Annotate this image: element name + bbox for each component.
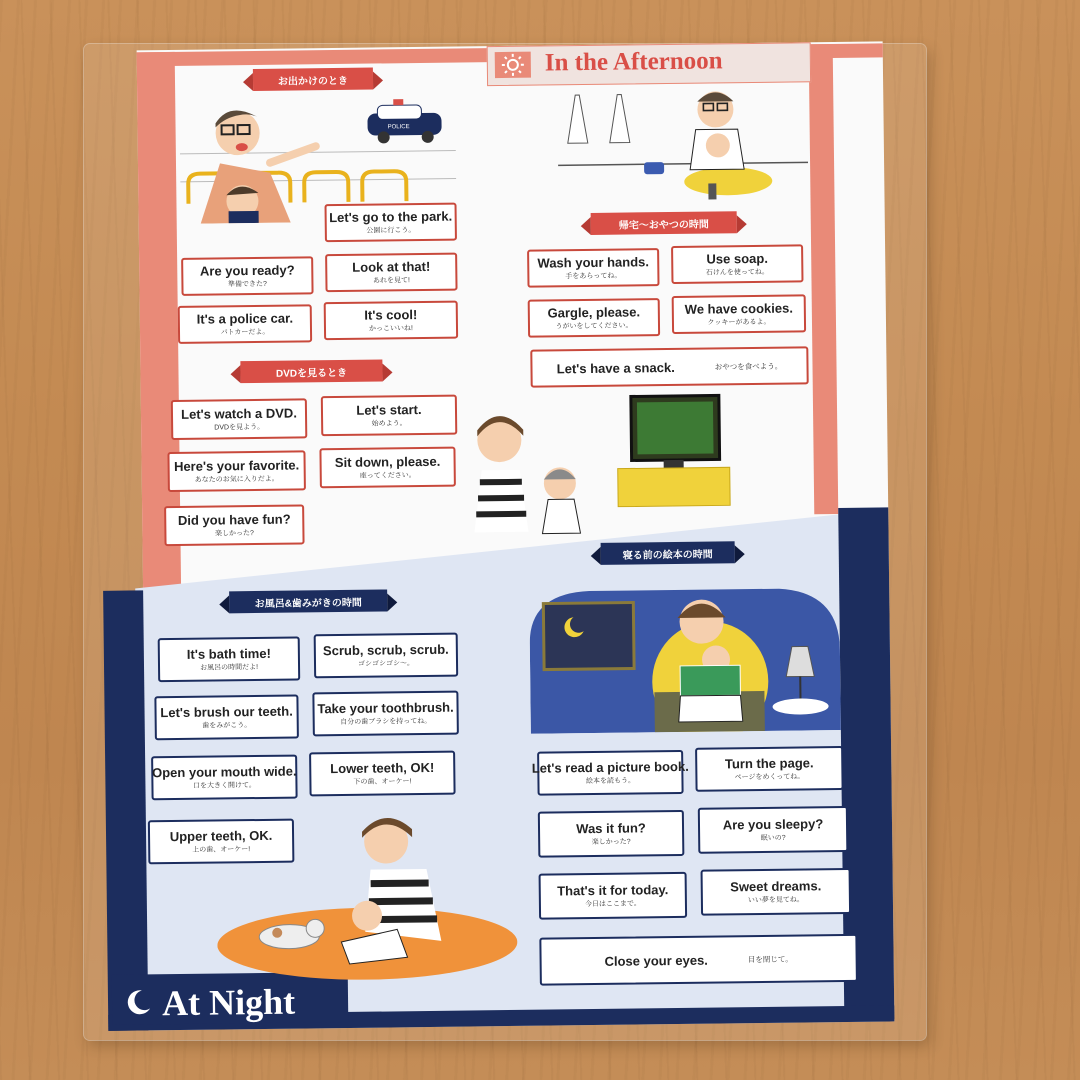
phrase-card [314, 633, 459, 679]
phrase-card [671, 244, 803, 284]
phrase-ja: いい夢を見てね。 [747, 896, 804, 905]
phrase-en: Are you sleepy? [722, 816, 824, 833]
phrase-card [309, 751, 456, 797]
phrase-en: Sweet dreams. [730, 878, 822, 895]
phrase-ja: パトカーだよ。 [220, 328, 270, 337]
phrase-card [164, 504, 304, 546]
phrase-ja: 歯をみがこう。 [202, 722, 252, 730]
phrase-en: Use soap. [706, 250, 769, 267]
phrase-en: Let's go to the park. [329, 208, 453, 226]
phrase-ja: ゴシゴシゴシ〜。 [357, 660, 415, 668]
phrase-ja: おやつを食べよう。 [714, 361, 783, 371]
phrase-en: Look at that! [352, 258, 431, 275]
phrase-ja: かっこいいね! [368, 325, 414, 333]
phrase-en: Lower teeth, OK! [330, 759, 435, 777]
phrase-card [167, 450, 305, 492]
tv-illustration [463, 391, 735, 540]
phrase-ja: 今日はここまで。 [584, 900, 641, 909]
phrase-en: Turn the page. [724, 755, 814, 772]
phrase-ja: ページをめくってね。 [734, 773, 805, 782]
phrase-en: It's bath time! [186, 645, 271, 662]
phrase-card [672, 294, 806, 334]
phrase-en: Was it fun? [576, 820, 646, 837]
ribbon-bath: お風呂&歯みがきの時間 [229, 589, 387, 613]
phrase-card [312, 691, 459, 737]
phrase-card [698, 806, 849, 854]
moon-icon [122, 986, 154, 1023]
phrase-card [321, 395, 457, 437]
phrase-en: Let's read a picture book. [531, 758, 689, 776]
police-car-icon [367, 99, 442, 144]
phrase-en: Scrub, scrub, scrub. [322, 641, 449, 659]
phrase-ja: 自分の歯ブラシを持ってね。 [340, 717, 432, 727]
reading-illustration [529, 580, 841, 734]
ribbon-snack: 帰宅〜おやつの時間 [591, 211, 737, 235]
phrase-ja: うがいをしてください。 [555, 322, 633, 331]
phrase-en: Here's your favorite. [173, 457, 300, 474]
phrase-ja: クッキーがあるよ。 [707, 318, 771, 327]
phrase-en: Are you ready? [199, 262, 295, 279]
phrase-en: Upper teeth, OK. [169, 827, 273, 845]
phrase-en: It's a police car. [196, 310, 294, 327]
phrase-en: Take your toothbrush. [317, 699, 454, 717]
phrase-ja: 楽しかった? [591, 838, 631, 847]
phrase-en: Let's have a snack. [556, 359, 675, 376]
phrase-card [531, 750, 689, 796]
phrase-en: It's cool! [364, 307, 418, 323]
phrase-card [178, 304, 312, 344]
phrase-en: Close your eyes. [604, 952, 708, 969]
phrase-card [171, 398, 307, 440]
phrase-ja: 始めよう。 [371, 420, 407, 428]
phrase-en: Let's watch a DVD. [181, 405, 297, 422]
phrase-en: Sit down, please. [334, 453, 441, 471]
phrase-card [324, 301, 458, 341]
phrase-en: Gargle, please. [547, 304, 641, 321]
father-figure-icon [199, 109, 316, 223]
child-figure-icon [226, 185, 258, 223]
phrase-ja: 絵本を読もう。 [585, 777, 636, 786]
phrase-en: Open your mouth wide. [151, 763, 297, 781]
phrase-ja: 手をあらってね。 [565, 272, 622, 281]
phrase-en: Did you have fun? [177, 511, 291, 528]
ribbon-outing: お出かけのとき [253, 68, 373, 91]
phrase-ja: 下の歯、オーケー! [353, 778, 412, 786]
phrase-card [151, 755, 298, 801]
phrase-card [701, 868, 852, 916]
phrase-ja: 楽しかった? [214, 530, 254, 538]
phrase-card [527, 248, 659, 288]
afternoon-title: In the Afternoon [544, 47, 723, 77]
phrase-en: Let's start. [356, 402, 422, 418]
phrase-en: Wash your hands. [537, 254, 650, 271]
phrase-ja: あれを見て! [372, 277, 410, 285]
phrase-card [319, 447, 455, 489]
ribbon-book: 寝る前の絵本の時間 [601, 541, 735, 565]
phrase-ja: 座ってください。 [359, 472, 416, 480]
phrase-ja: DVDを見よう。 [214, 423, 265, 432]
phrase-ja: 準備できた? [227, 280, 267, 289]
phrase-card [528, 298, 660, 338]
tv-icon [617, 395, 730, 506]
phrase-ja: 口を大きく開けて。 [192, 782, 256, 790]
home-illustration [557, 82, 808, 203]
parent-figure-icon [473, 416, 528, 533]
phrase-ja: 目を閉じて。 [747, 954, 793, 964]
phrase-card [695, 746, 844, 792]
parent-child-icon [689, 91, 744, 170]
phrase-card [530, 346, 808, 387]
phrase-card [181, 256, 313, 296]
phrase-card [539, 934, 858, 986]
phrase-card [154, 695, 299, 741]
phrase-ja: 眠いの? [760, 834, 786, 842]
phrase-ja: 上の歯、オーケー! [192, 846, 251, 854]
phrase-en: That's it for today. [557, 882, 669, 899]
phrase-card [158, 636, 301, 682]
sun-icon [495, 52, 531, 78]
brushing-illustration [216, 810, 518, 982]
phrase-card [538, 810, 685, 858]
window-icon [543, 602, 634, 669]
phrase-card [539, 872, 688, 920]
ribbon-dvd: DVDを見るとき [240, 359, 382, 383]
phrase-en: Let's brush our teeth. [160, 703, 293, 721]
phrase-ja: お風呂の時間だよ! [200, 664, 259, 672]
svg-text:POLICE: POLICE [387, 124, 410, 131]
child-figure-icon [542, 467, 581, 533]
phrase-ja: あなたのお気に入りだよ。 [194, 475, 279, 484]
night-frame-left [103, 590, 148, 1030]
night-title: At Night [161, 981, 296, 1024]
phrase-ja: 石けんを使ってね。 [705, 268, 769, 277]
phrase-ja: 公園に行こう。 [366, 227, 416, 235]
phrase-en: We have cookies. [684, 300, 793, 317]
outing-illustration [179, 91, 457, 224]
phrase-card [325, 253, 457, 293]
